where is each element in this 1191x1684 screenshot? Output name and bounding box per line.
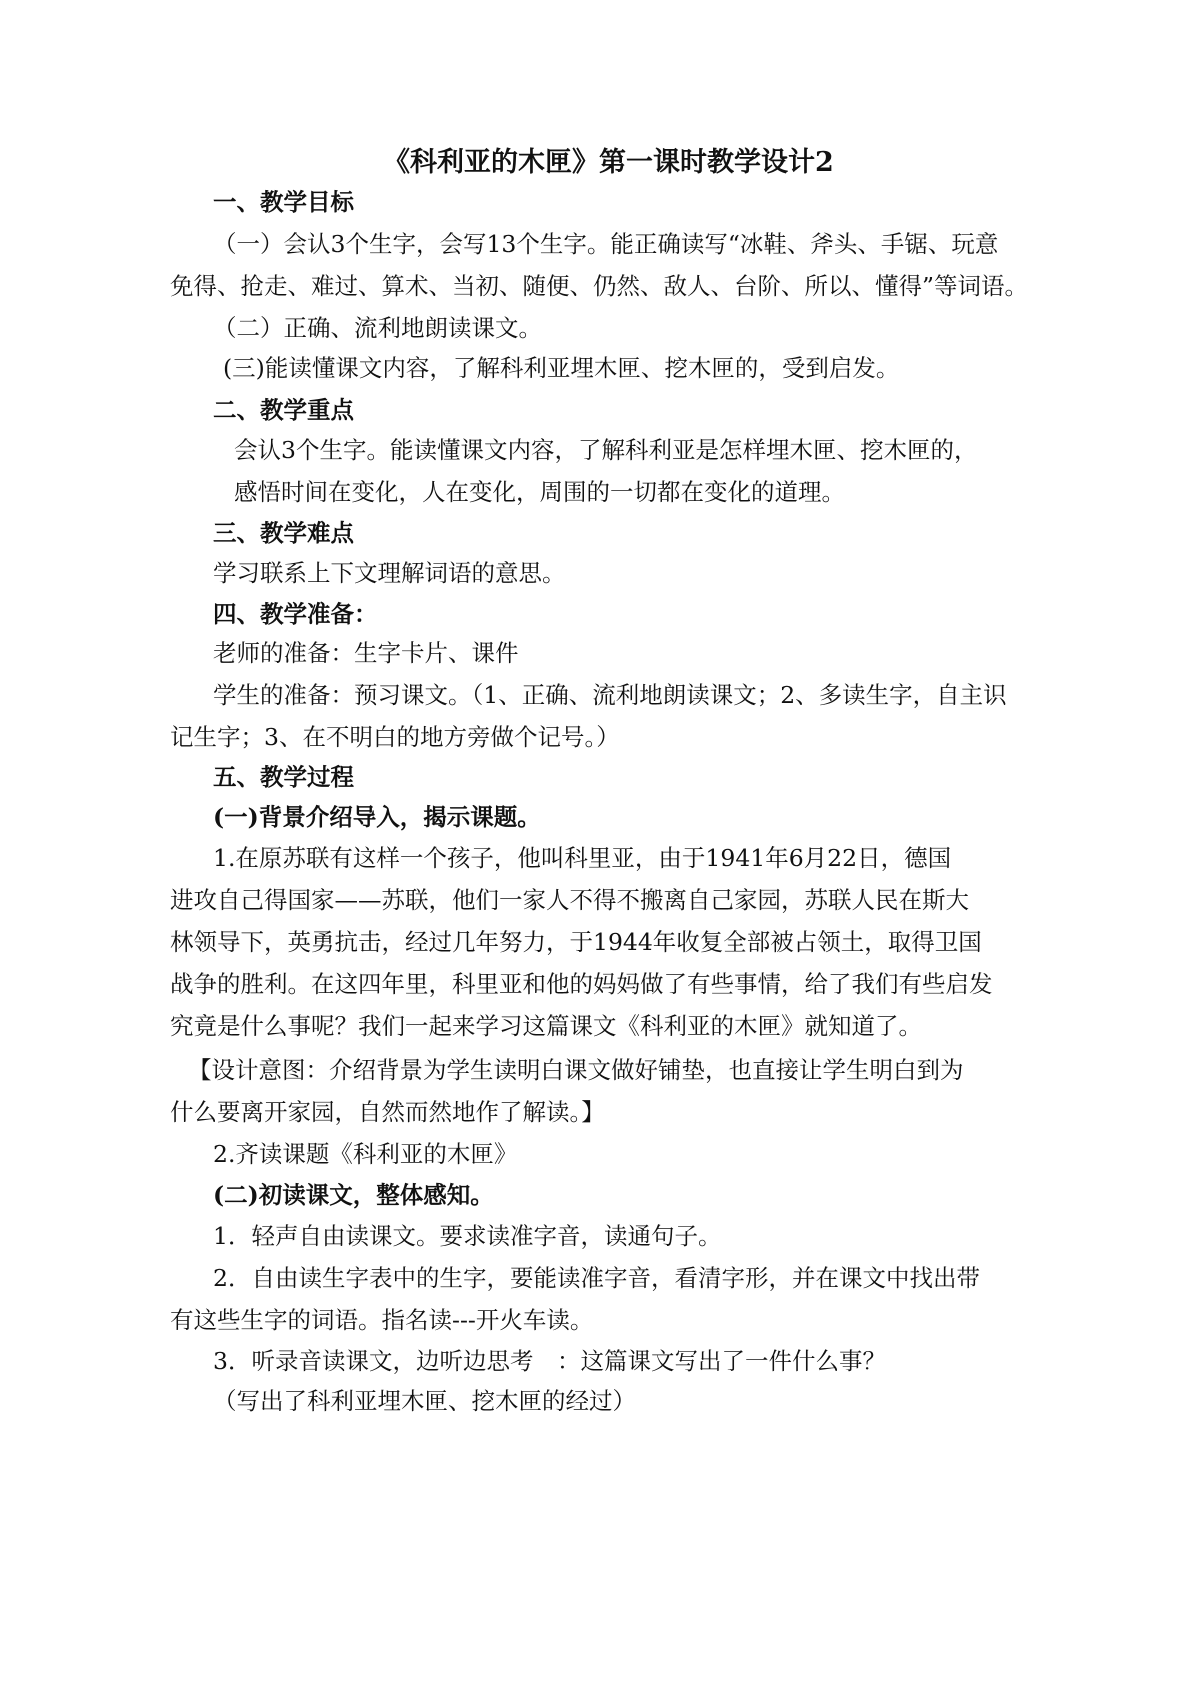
focus-line-2: 感悟时间在变化，人在变化，周围的一切都在变化的道理。: [234, 478, 845, 506]
difficulty-text: 学习联系上下文理解词语的意思。: [213, 559, 566, 587]
objective-3: (三)能读懂课文内容，了解科利亚埋木匣、挖木匣的，受到启发。: [223, 354, 900, 382]
reading-step-3: 3．听录音读课文，边听边思考 ：这篇课文写出了一件什么事？: [213, 1347, 886, 1375]
subheading-first-reading: (二)初读课文，整体感知。: [213, 1181, 494, 1209]
subheading-introduction: (一)背景介绍导入，揭示课题。: [213, 803, 541, 831]
focus-line-1: 会认3个生字。能读懂课文内容，了解科利亚是怎样埋木匣、挖木匣的，: [234, 436, 978, 464]
read-title-step: 2.齐读课题《科利亚的木匣》: [213, 1140, 518, 1168]
reading-step-2-line-2: 有这些生字的词语。指名读---开火车读。: [170, 1306, 594, 1334]
section-heading-focus: 二、教学重点: [213, 396, 354, 424]
objective-1-line-1: （一）会认3个生字，会写13个生字。能正确读写“冰鞋、斧头、手锯、玩意: [213, 230, 999, 258]
design-note-line-1: 【设计意图：介绍背景为学生读明白课文做好铺垫，也直接让学生明白到为: [188, 1056, 964, 1084]
student-preparation-line-2: 记生字；3、在不明白的地方旁做个记号。）: [170, 723, 620, 751]
objective-2: （二）正确、流利地朗读课文。: [213, 314, 542, 342]
student-preparation-line-1: 学生的准备：预习课文。（1、正确、流利地朗读课文；2、多读生字，自主识: [213, 681, 1007, 709]
intro-paragraph-line-5: 究竟是什么事呢？我们一起来学习这篇课文《科利亚的木匣》就知道了。: [170, 1012, 922, 1040]
section-heading-process: 五、教学过程: [213, 763, 354, 791]
reading-step-1: 1．轻声自由读课文。要求读准字音，读通句子。: [213, 1222, 722, 1250]
section-heading-preparation: 四、教学准备：: [213, 600, 378, 628]
intro-paragraph-line-4: 战争的胜利。在这四年里，科里亚和他的妈妈做了有些事情，给了我们有些启发: [170, 970, 993, 998]
section-heading-objectives: 一、教学目标: [213, 188, 354, 216]
section-heading-difficulty: 三、教学难点: [213, 519, 354, 547]
intro-paragraph-line-2: 进攻自己得国家——苏联，他们一家人不得不搬离自己家园，苏联人民在斯大: [170, 886, 969, 914]
reading-step-2-line-1: 2．自由读生字表中的生字，要能读准字音，看清字形，并在课文中找出带: [213, 1264, 980, 1292]
intro-paragraph-line-1: 1.在原苏联有这样一个孩子，他叫科里亚，由于1941年6月22日，德国: [213, 844, 952, 872]
document-title: 《科利亚的木匣》第一课时教学设计2: [383, 147, 834, 178]
reading-step-3-answer: （写出了科利亚埋木匣、挖木匣的经过）: [213, 1387, 636, 1415]
objective-1-line-2: 免得、抢走、难过、算术、当初、随便、仍然、敌人、台阶、所以、懂得”等词语。: [170, 272, 1029, 300]
design-note-line-2: 什么要离开家园，自然而然地作了解读。】: [170, 1098, 605, 1126]
intro-paragraph-line-3: 林领导下，英勇抗击，经过几年努力，于1944年收复全部被占领土，取得卫国: [170, 928, 982, 956]
teacher-preparation: 老师的准备：生字卡片、课件: [213, 639, 519, 667]
